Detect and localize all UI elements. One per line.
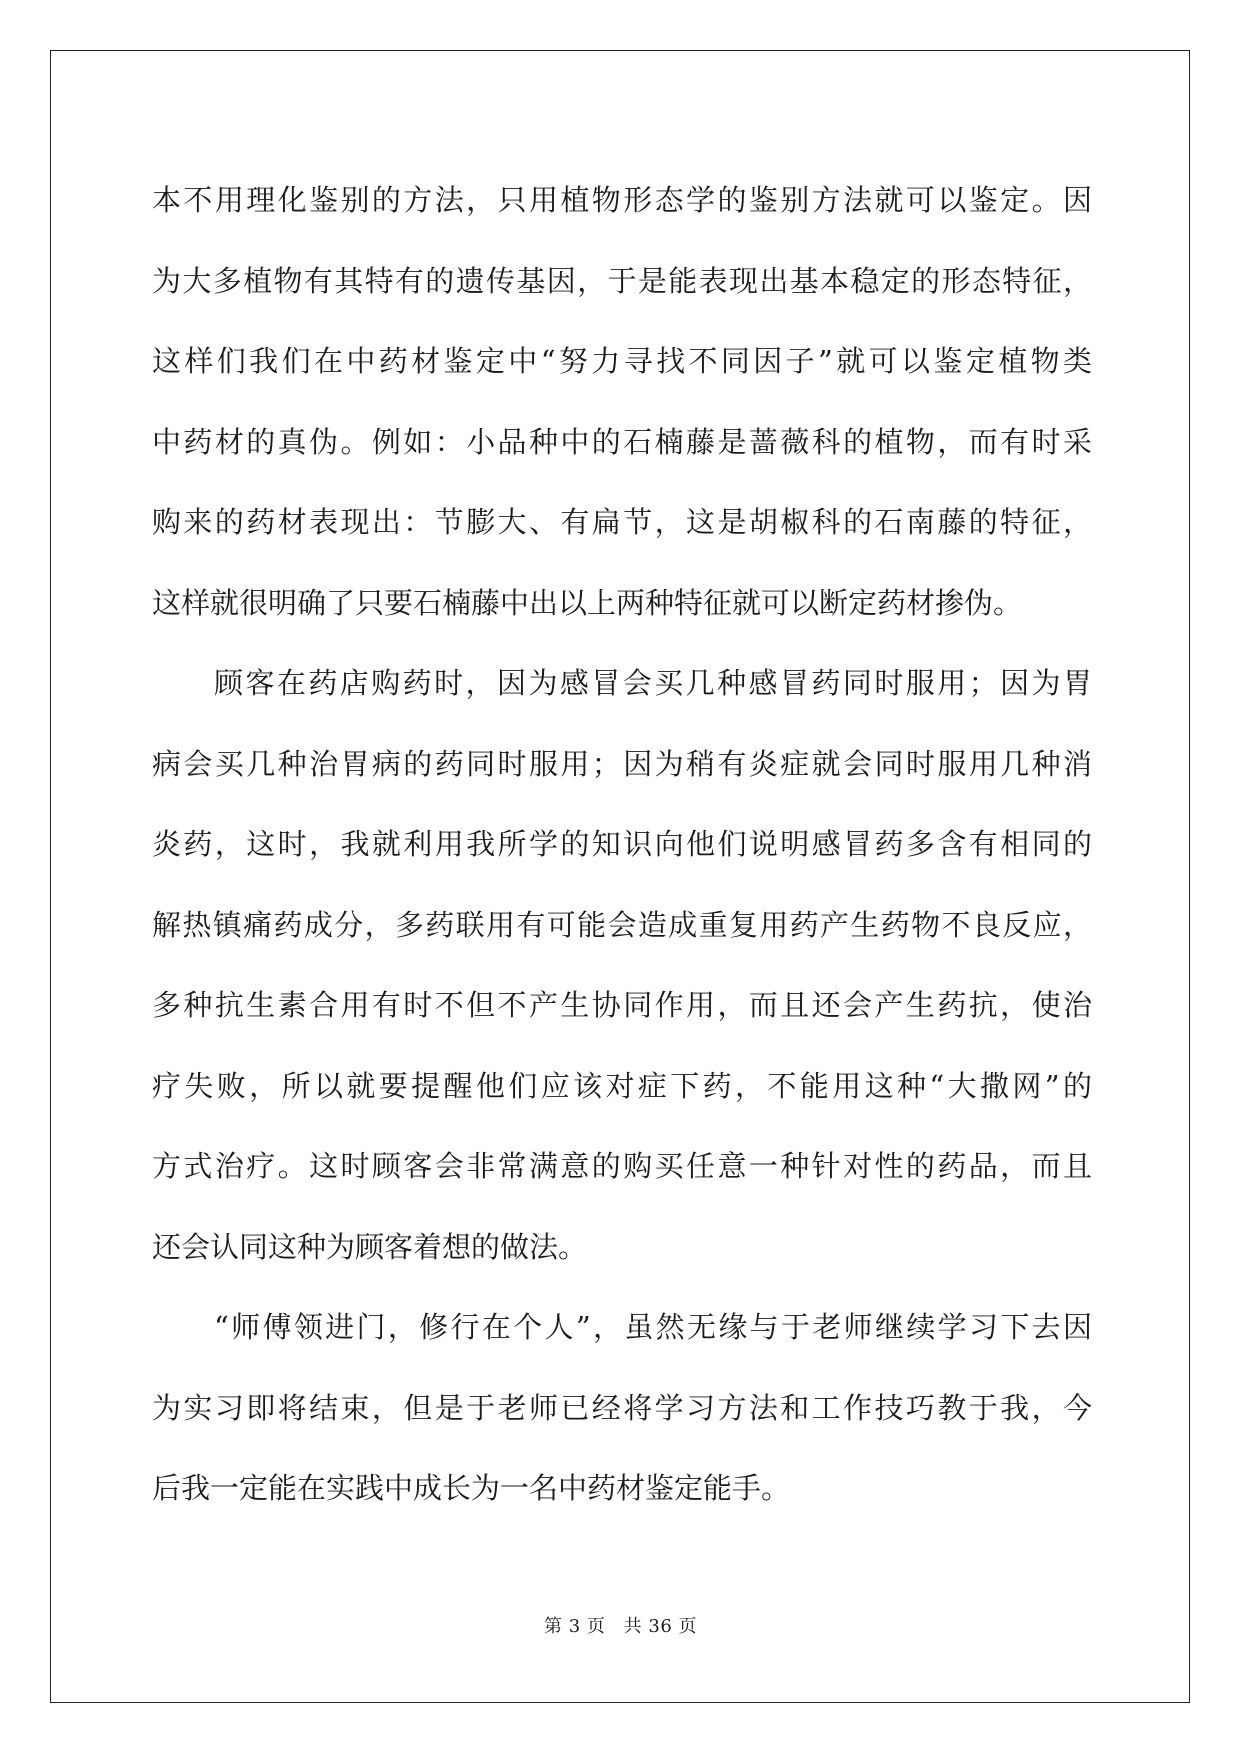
text-line: 中药材的真伪。例如：小品种中的石楠藤是蔷薇科的植物，而有时采 [152,424,1092,459]
text-line: 这样们我们在中药材鉴定中“努力寻找不同因子”就可以鉴定植物类 [152,344,1092,378]
text-line: 本不用理化鉴别的方法，只用植物形态学的鉴别方法就可以鉴定。因 [152,183,1092,217]
paragraph [152,160,1092,643]
text-line: 后我一定能在实践中成长为一名中药材鉴定能手。 [152,1471,791,1505]
text-line: 炎药，这时，我就利用我所学的知识向他们说明感冒药多含有相同的 [152,827,1092,861]
text-line: “师傅领进门，修行在个人”，虽然无缘与于老师继续学习下去因 [214,1310,1092,1344]
text-line: 这样就很明确了只要石楠藤中出以上两种特征就可以断定药材掺伪。 [152,585,1023,620]
text-line: 还会认同这种为顾客着想的做法。 [152,1229,588,1264]
text-line: 疗失败，所以就要提醒他们应该对症下药，不能用这种“大撒网”的 [152,1068,1092,1103]
text-line: 为大多植物有其特有的遗传基因，于是能表现出基本稳定的形态特征， [152,263,1092,298]
text-line: 多种抗生素合用有时不但不产生协同作用，而且还会产生药抗，使治 [152,988,1092,1022]
text-line: 病会买几种治胃病的药同时服用；因为稍有炎症就会同时服用几种消 [152,746,1092,781]
paragraph [152,643,1092,1287]
text-line: 顾客在药店购药时，因为感冒会买几种感冒药同时服用；因为胃 [214,666,1092,700]
text-line: 为实习即将结束，但是于老师已经将学习方法和工作技巧教于我，今 [152,1390,1092,1425]
page-number: 第 3 页 [544,1616,606,1637]
document-body [152,160,1092,1529]
page-total: 共 36 页 [623,1616,697,1637]
page-footer [0,1612,1241,1638]
text-line: 购来的药材表现出：节膨大、有扁节，这是胡椒科的石南藤的特征， [152,505,1092,539]
text-line: 解热镇痛药成分，多药联用有可能会造成重复用药产生药物不良反应， [152,907,1092,942]
paragraph [152,1287,1092,1529]
text-line: 方式治疗。这时顾客会非常满意的购买任意一种针对性的药品，而且 [152,1149,1092,1183]
